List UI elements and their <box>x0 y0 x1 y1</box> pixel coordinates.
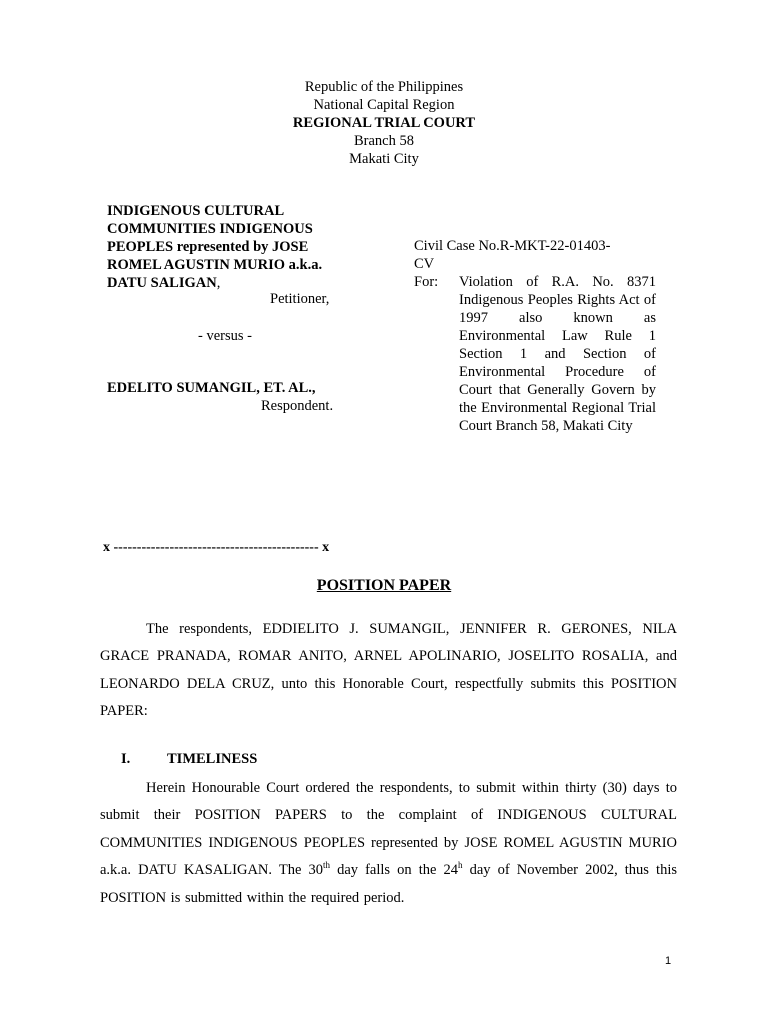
branch-line: Branch 58 <box>354 133 414 149</box>
page-number: 1 <box>665 955 672 967</box>
case-details <box>414 237 656 435</box>
city-line: Makati City <box>349 151 419 167</box>
timeliness-text-3: day of November 2002, thus this POSITION is submitted within the required period. <box>100 862 677 906</box>
region-line: National Capital Region <box>313 97 455 113</box>
petitioner-name-line: COMMUNITIES INDIGENOUS <box>107 221 313 237</box>
petitioner-name <box>107 202 369 292</box>
timeliness-text-1: Herein Honourable Court ordered the respondents, to submit within thirty (30) days to submit their POSITION PAPERS to the complaint of INDIGENOUS CULTURAL COMMUNITIES INDIGENOUS PEOPLES represented by JOSE ROMEL AGUSTIN MURIO a.k.a. DATU KASALIGAN. The 30 <box>100 780 677 879</box>
petitioner-name-line: ROMEL AGUSTIN MURIO a.k.a. <box>107 257 323 273</box>
petitioner-comma: , <box>216 275 221 291</box>
caption-separator: x -------------------------------------------- x <box>103 540 330 555</box>
court-header <box>0 78 768 168</box>
respondent-label: Respondent. <box>261 398 334 414</box>
respondent-name: EDELITO SUMANGIL, ET. AL., <box>107 380 316 396</box>
petitioner-name-line: INDIGENOUS CULTURAL <box>107 203 285 219</box>
petitioner-name-last: DATU SALIGAN <box>107 275 217 291</box>
section-heading <box>121 750 257 768</box>
versus-label: - versus - <box>198 328 252 344</box>
timeliness-paragraph <box>100 775 677 912</box>
timeliness-text-2: day falls on the 24 <box>330 862 459 879</box>
superscript-h: h <box>458 860 463 871</box>
for-label: For: <box>414 274 439 290</box>
petitioner-name-line <box>107 274 369 292</box>
document-title: POSITION PAPER <box>316 577 452 594</box>
court-line: REGIONAL TRIAL COURT <box>292 115 476 131</box>
case-number-line1: Civil Case No.R-MKT-22-01403- <box>414 238 611 254</box>
section-title: TIMELINESS <box>167 751 258 767</box>
intro-paragraph: The respondents, EDDIELITO J. SUMANGIL, JENNIFER R. GERONES, NILA GRACE PRANADA, ROMAR ANITO, ARNEL APOLINARIO, JOSELITO ROSALIA, and LEONARDO DELA CRUZ, unto this Honorable Court, respectfully submits this POSITION PAPER: <box>100 621 677 720</box>
for-text: Violation of R.A. No. 8371 Indigenous Peoples Rights Act of 1997 also known as Environmental Law Rule 1 Section 1 and Section of Environmental Procedure of Court that Generally Govern by the Environmental Regional Trial Court Branch 58, Makati City <box>459 274 656 434</box>
petitioner-name-line: PEOPLES represented by JOSE <box>107 239 309 255</box>
case-number-line2: CV <box>414 256 435 272</box>
superscript-th: th <box>322 860 330 871</box>
section-number: I. <box>121 751 131 767</box>
petitioner-label: Petitioner, <box>270 291 330 307</box>
republic-line: Republic of the Philippines <box>304 79 464 95</box>
case-nature <box>414 273 656 435</box>
